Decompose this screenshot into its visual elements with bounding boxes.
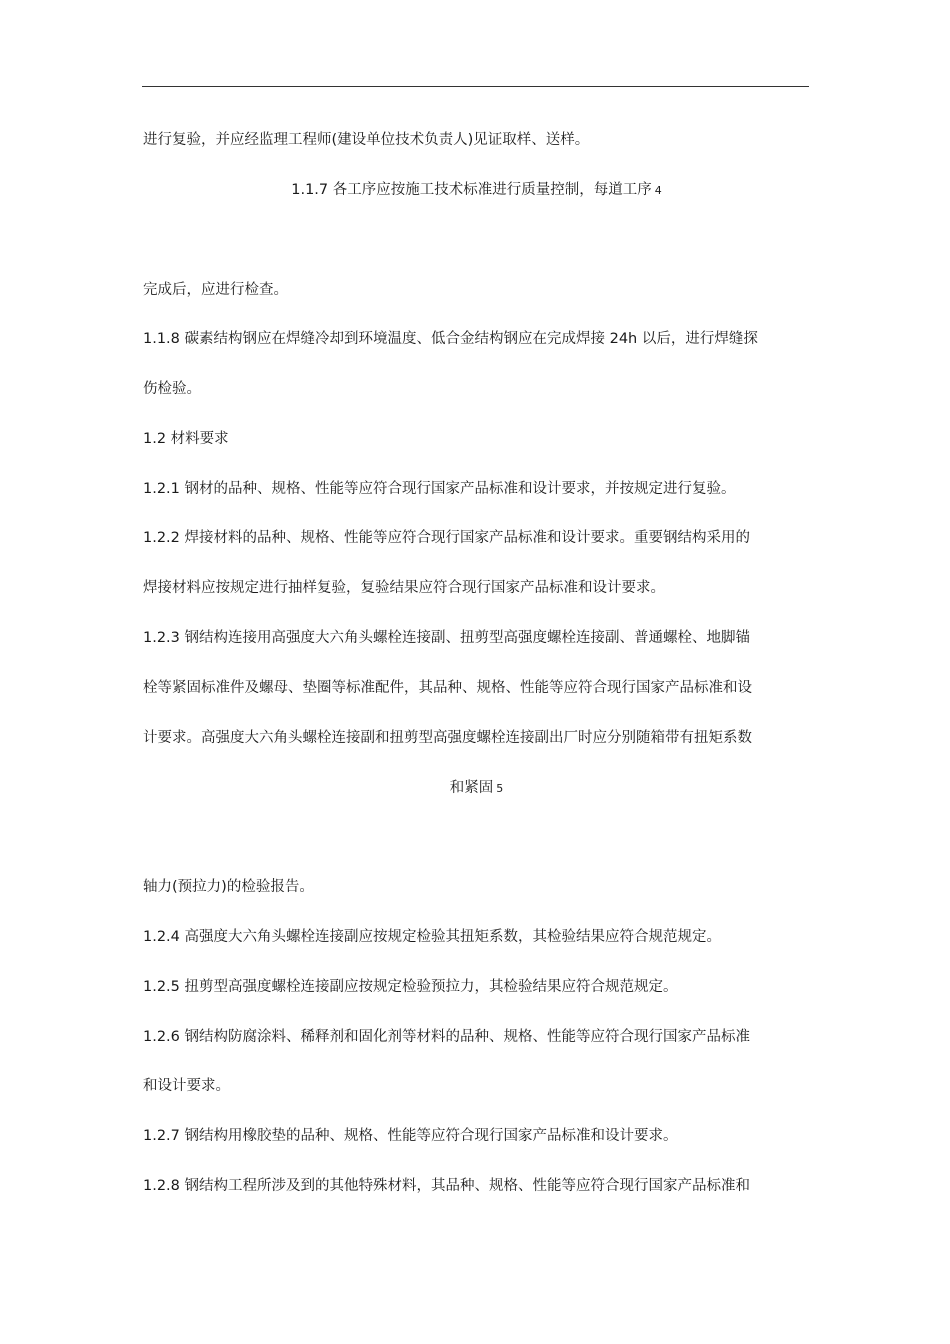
paragraph-line: 伤检验。 (143, 381, 201, 397)
paragraph-line: 1.2.5 扭剪型高强度螺栓连接副应按规定检验预拉力，其检验结果应符合规范规定。 (143, 979, 678, 995)
paragraph-line: 1.1.8 碳素结构钢应在焊缝冷却到环境温度、低合金结构钢应在完成焊接 24h 以后，进行焊缝探 (143, 331, 758, 347)
paragraph-line: 1.2.3 钢结构连接用高强度大六角头螺栓连接副、扭剪型高强度螺栓连接副、普通螺栓、地脚锚 (143, 630, 750, 646)
page-number: 4 (654, 184, 662, 197)
paragraph-line: 1.2.7 钢结构用橡胶垫的品种、规格、性能等应符合现行国家产品标准和设计要求。 (143, 1128, 678, 1144)
paragraph-line-centered (143, 778, 810, 799)
paragraph-line: 完成后，应进行检查。 (143, 282, 288, 298)
paragraph-line: 计要求。高强度大六角头螺栓连接副和扭剪型高强度螺栓连接副出厂时应分别随箱带有扭矩系数 (143, 730, 752, 746)
paragraph-line-centered (143, 180, 810, 201)
paragraph-line: 1.2.8 钢结构工程所涉及到的其他特殊材料，其品种、规格、性能等应符合现行国家产品标准和 (143, 1178, 750, 1194)
paragraph-line: 进行复验，并应经监理工程师(建设单位技术负责人)见证取样、送样。 (143, 132, 590, 148)
section-heading: 1.2 材料要求 (143, 431, 229, 447)
page-number: 5 (496, 782, 504, 795)
paragraph-line: 焊接材料应按规定进行抽样复验，复验结果应符合现行国家产品标准和设计要求。 (143, 580, 665, 596)
paragraph-line: 1.2.6 钢结构防腐涂料、稀释剂和固化剂等材料的品种、规格、性能等应符合现行国家产品标准 (143, 1029, 750, 1045)
paragraph-line: 和设计要求。 (143, 1078, 230, 1094)
paragraph-text: 1.1.7 各工序应按施工技术标准进行质量控制，每道工序 (291, 182, 652, 198)
paragraph-text: 和紧固 (449, 780, 494, 796)
paragraph-line: 轴力(预拉力)的检验报告。 (143, 879, 314, 895)
header-rule (142, 86, 809, 87)
paragraph-line: 1.2.2 焊接材料的品种、规格、性能等应符合现行国家产品标准和设计要求。重要钢结构采用的 (143, 530, 750, 546)
paragraph-line: 1.2.1 钢材的品种、规格、性能等应符合现行国家产品标准和设计要求，并按规定进行复验。 (143, 481, 736, 497)
paragraph-line: 栓等紧固标准件及螺母、垫圈等标准配件，其品种、规格、性能等应符合现行国家产品标准和设 (143, 680, 752, 696)
paragraph-line: 1.2.4 高强度大六角头螺栓连接副应按规定检验其扭矩系数，其检验结果应符合规范规定。 (143, 929, 721, 945)
